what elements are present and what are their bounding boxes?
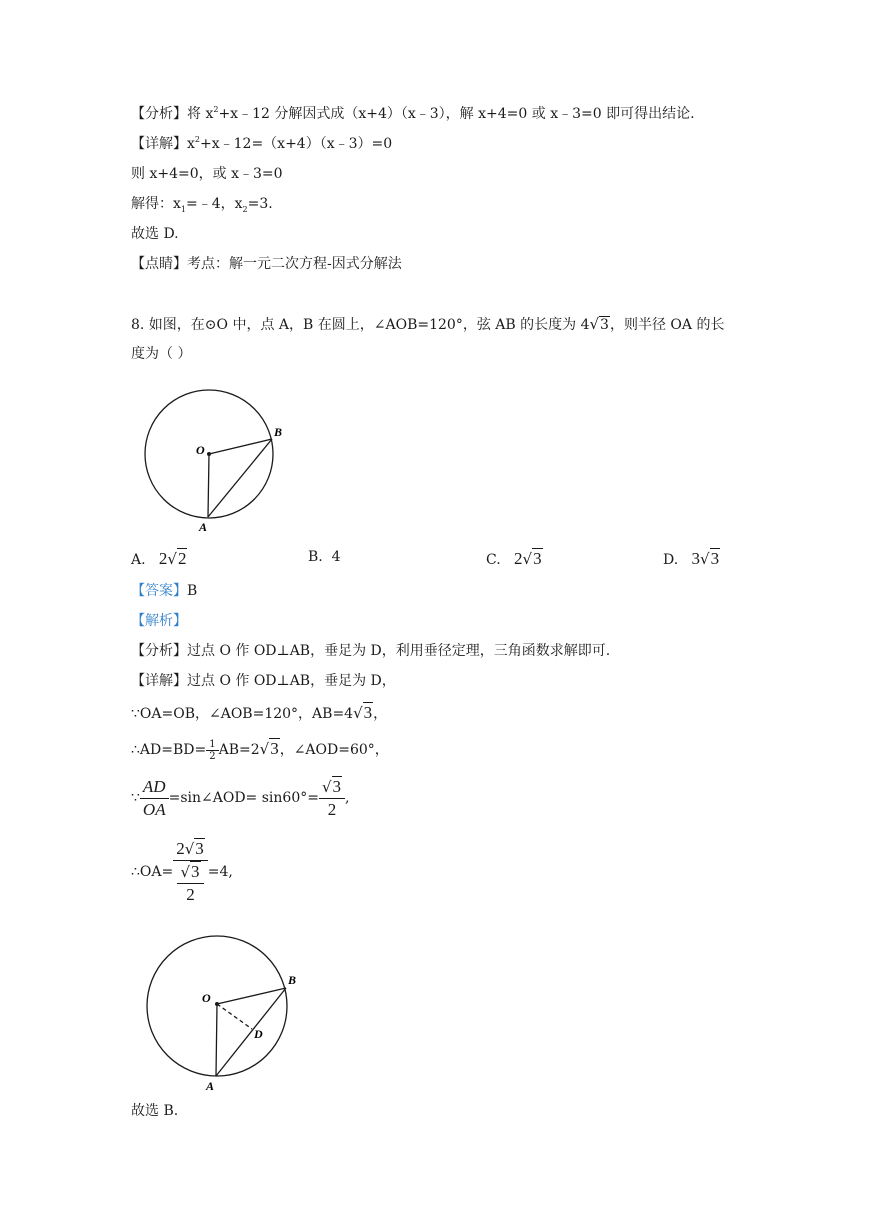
step1-line: ∵OA=OB，∠AOB=120°，AB=4√3， [131, 703, 388, 722]
comment-line: 【点睛】考点：解一元二次方程-因式分解法 [131, 256, 402, 272]
center-point [215, 1002, 219, 1006]
fraction-half: $\frac{1}{2}$ [206, 739, 218, 762]
option-c[interactable]: C. 2√3 [486, 549, 542, 568]
chord-ab [208, 439, 272, 517]
step4-line: ∴OA= $\frac{2√3}{\frac{√3}{2}}$ =4, [131, 839, 233, 904]
label-o: O [196, 443, 205, 457]
detail2-line: 【详解】过点 O 作 OD⊥AB，垂足为 D， [131, 673, 396, 689]
radius-ob [209, 439, 272, 454]
explain-tag: 【解析】 [131, 613, 187, 629]
circle-figure-2 [140, 935, 305, 1095]
detail-line: 【详解】$x^2+x﹣12=(x+4)(x﹣3)=0$ [131, 135, 393, 152]
option-d[interactable]: D. 3√3 [663, 549, 720, 568]
label-b: B [288, 973, 297, 987]
segment-od [217, 1004, 252, 1029]
option-a[interactable]: A. 2√2 [131, 549, 187, 568]
label-a: A [199, 520, 208, 534]
label-a: A [206, 1079, 215, 1093]
radius-oa [208, 454, 209, 517]
step2-line: ∴AD=BD= $\frac{1}{2}$ AB=2√3，∠AOD=60°， [131, 738, 389, 762]
analysis2-line: 【分析】过点 O 作 OD⊥AB，垂足为 D，利用垂径定理，三角函数求解即可. [131, 643, 611, 659]
answer-tag: 【答案】 [131, 583, 187, 599]
step3-line: ∵ $\frac{AD}{OA}$ =sin∠AOD= sin60°= $\frac{√3}{2}$ , [131, 776, 350, 819]
final-line: 故选 B. [131, 1103, 179, 1119]
question-line-2: 度为（ ） [131, 346, 192, 362]
label-o: O [202, 991, 211, 1005]
option-b[interactable]: B. 4 [308, 549, 341, 565]
sqrt-expression: √3 [589, 315, 609, 333]
choose-line: 故选 D. [131, 226, 179, 242]
complex-fraction: $\frac{2√3}{\frac{√3}{2}}$ [173, 838, 208, 906]
analysis-tag: 【分析】 [131, 106, 187, 122]
fraction-sqrt3-2: $\frac{√3}{2}$ [319, 776, 345, 821]
radius-oa [216, 1004, 217, 1076]
answer-value: B [187, 583, 198, 599]
label-d: D [254, 1027, 263, 1041]
analysis-line: 【分析】将 $x^2+x﹣12$ 分解因式成（x+4）（x﹣3），解 x+4=0 或 x﹣3=0 即可得出结论. [131, 105, 695, 122]
answer-line [131, 581, 197, 601]
detail-tag: 【详解】 [131, 136, 187, 152]
solution-line: 解得：$x_1=﹣4$，$x_2=3$. [131, 196, 273, 214]
circle-figure-1 [140, 385, 290, 535]
center-point [207, 452, 211, 456]
equation-line: 则 x+4=0，或 x﹣3=0 [131, 166, 283, 182]
comment-tag: 【点睛】 [131, 256, 187, 272]
question-line-1: 8. 如图，在⊙O 中，点 A，B 在圆上，∠AOB=120°，弦 AB 的长度为 4√3，则半径 OA 的长 [131, 315, 725, 333]
label-b: B [274, 425, 283, 439]
fraction-ad-oa: $\frac{AD}{OA}$ [140, 776, 169, 821]
